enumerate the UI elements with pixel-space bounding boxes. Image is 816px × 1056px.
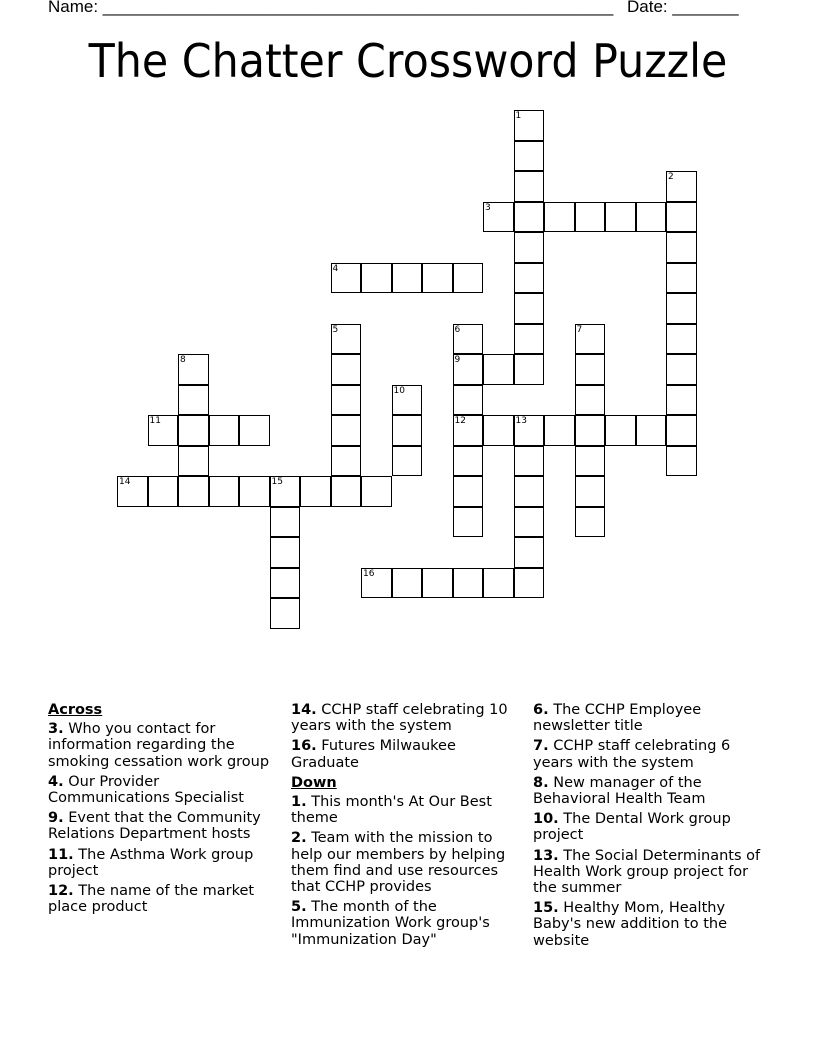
- name-field[interactable]: Name: ______________________________________________________: [48, 0, 614, 16]
- crossword-cell[interactable]: [575, 446, 606, 477]
- crossword-cell[interactable]: [270, 476, 301, 507]
- crossword-cell[interactable]: [483, 202, 514, 233]
- clue-number: 5: [332, 324, 339, 335]
- clue-number: 15: [271, 477, 283, 487]
- clue-down-5: 5. The month of the Immunization Work group's "Immunization Day": [291, 899, 490, 948]
- crossword-cell[interactable]: [514, 293, 545, 324]
- crossword-cell[interactable]: [514, 415, 545, 446]
- crossword-cell[interactable]: [331, 446, 362, 477]
- crossword-cell[interactable]: [514, 171, 545, 202]
- clue-across-16: 16. Futures Milwaukee Graduate: [291, 738, 456, 771]
- clue-number: 9: [454, 355, 461, 365]
- crossword-cell[interactable]: [514, 446, 545, 477]
- crossword-cell[interactable]: [392, 446, 423, 477]
- crossword-cell[interactable]: [514, 354, 545, 385]
- crossword-cell[interactable]: [239, 476, 270, 507]
- crossword-cell[interactable]: [331, 385, 362, 416]
- crossword-cell[interactable]: [514, 537, 545, 568]
- crossword-cell[interactable]: [331, 263, 362, 294]
- crossword-cell[interactable]: [361, 263, 392, 294]
- clue-down-10: 10. The Dental Work group project: [533, 811, 731, 844]
- clue-number: 16: [363, 568, 375, 579]
- crossword-cell[interactable]: [575, 476, 606, 507]
- crossword-cell[interactable]: [209, 476, 240, 507]
- crossword-grid: [117, 110, 717, 640]
- clue-across-3: 3. Who you contact for information regarding the smoking cessation work group: [48, 721, 270, 770]
- crossword-cell[interactable]: [483, 354, 514, 385]
- crossword-cell[interactable]: [605, 202, 636, 233]
- clue-across-9: 9. Event that the Community Relations Department hosts: [48, 810, 261, 843]
- crossword-cell[interactable]: [453, 263, 484, 294]
- crossword-cell[interactable]: [392, 385, 423, 416]
- crossword-cell[interactable]: [575, 324, 606, 355]
- crossword-cell[interactable]: [575, 415, 606, 446]
- clue-down-13: 13. The Social Determinants of Health Work group project for the summer: [533, 847, 761, 897]
- clue-down-8: 8. New manager of the Behavioral Health Team: [533, 774, 706, 808]
- clue-down-15: 15. Healthy Mom, Healthy Baby's new addition to the website: [533, 900, 728, 949]
- crossword-cell[interactable]: [331, 415, 362, 446]
- clue-number: 4: [332, 263, 339, 274]
- crossword-cell[interactable]: [178, 476, 209, 507]
- crossword-cell[interactable]: [666, 232, 697, 263]
- crossword-cell[interactable]: [514, 324, 545, 355]
- clue-across-12: 12. The name of the market place product: [48, 883, 255, 916]
- clues-column-3: [533, 702, 765, 953]
- clue-down-7: 7. CCHP staff celebrating 6 years with the system: [533, 738, 731, 771]
- down-heading: Down: [291, 774, 337, 791]
- crossword-cell[interactable]: [514, 568, 545, 599]
- crossword-cell[interactable]: [422, 568, 453, 599]
- clue-number: 1: [515, 111, 522, 121]
- crossword-cell[interactable]: [483, 415, 514, 446]
- crossword-cell[interactable]: [392, 263, 423, 294]
- crossword-cell[interactable]: [331, 354, 362, 385]
- crossword-cell[interactable]: [666, 263, 697, 294]
- crossword-cell[interactable]: [514, 110, 545, 141]
- crossword-cell[interactable]: [239, 415, 270, 446]
- crossword-cell[interactable]: [453, 507, 484, 538]
- crossword-cell[interactable]: [392, 415, 423, 446]
- clue-number: 10: [393, 385, 405, 396]
- crossword-cell[interactable]: [514, 141, 545, 172]
- clue-number: 8: [180, 355, 186, 365]
- crossword-cell[interactable]: [453, 354, 484, 385]
- crossword-cell[interactable]: [453, 568, 484, 599]
- crossword-cell[interactable]: [575, 202, 606, 233]
- clue-down-6: 6. The CCHP Employee newsletter title: [533, 702, 702, 735]
- clue-down-2: 2. Team with the mission to help our members by helping them find and use resources that CCHP provides: [291, 830, 506, 896]
- crossword-cell[interactable]: [483, 568, 514, 599]
- crossword-cell[interactable]: [270, 568, 301, 599]
- crossword-cell[interactable]: [666, 385, 697, 416]
- crossword-cell[interactable]: [270, 598, 301, 629]
- date-field[interactable]: Date: _______: [627, 0, 739, 16]
- clue-number: 11: [149, 416, 161, 426]
- crossword-cell[interactable]: [636, 202, 667, 233]
- crossword-cell[interactable]: [209, 415, 240, 446]
- crossword-cell[interactable]: [575, 385, 606, 416]
- crossword-cell[interactable]: [178, 385, 209, 416]
- crossword-cell[interactable]: [666, 415, 697, 446]
- clue-down-1: 1. This month's At Our Best theme: [291, 794, 492, 827]
- clue-across-14: 14. CCHP staff celebrating 10 years with the system: [291, 702, 508, 735]
- crossword-cell[interactable]: [575, 354, 606, 385]
- crossword-cell[interactable]: [544, 415, 575, 446]
- crossword-cell[interactable]: [666, 324, 697, 355]
- crossword-cell[interactable]: [361, 568, 392, 599]
- crossword-cell[interactable]: [270, 507, 301, 538]
- crossword-cell[interactable]: [117, 476, 148, 507]
- crossword-cell[interactable]: [666, 354, 697, 385]
- crossword-cell[interactable]: [514, 263, 545, 294]
- clue-across-4: 4. Our Provider Communications Specialist: [48, 773, 244, 807]
- crossword-cell[interactable]: [453, 324, 484, 355]
- crossword-cell[interactable]: [514, 476, 545, 507]
- crossword-cell[interactable]: [605, 415, 636, 446]
- crossword-cell[interactable]: [148, 415, 179, 446]
- clue-number: 14: [119, 477, 131, 487]
- clue-number: 13: [515, 416, 527, 426]
- crossword-cell[interactable]: [331, 324, 362, 355]
- clue-number: 2: [668, 172, 674, 182]
- clues-column-1: [48, 702, 280, 919]
- crossword-cell[interactable]: [453, 415, 484, 446]
- crossword-cell[interactable]: [666, 202, 697, 233]
- crossword-cell[interactable]: [453, 446, 484, 477]
- crossword-cell[interactable]: [331, 476, 362, 507]
- crossword-cell[interactable]: [514, 507, 545, 538]
- clues-column-2: [291, 702, 523, 952]
- clue-number: 7: [576, 324, 583, 335]
- crossword-cell[interactable]: [178, 446, 209, 477]
- crossword-cell[interactable]: [361, 476, 392, 507]
- crossword-cell[interactable]: [666, 446, 697, 477]
- crossword-cell[interactable]: [544, 202, 575, 233]
- crossword-cell[interactable]: [453, 385, 484, 416]
- crossword-cell[interactable]: [270, 537, 301, 568]
- clue-number: 12: [454, 416, 466, 426]
- crossword-cell[interactable]: [453, 476, 484, 507]
- crossword-cell[interactable]: [514, 232, 545, 263]
- clue-number: 3: [485, 202, 491, 213]
- clue-across-11: 11. The Asthma Work group project: [48, 846, 254, 879]
- crossword-cell[interactable]: [178, 415, 209, 446]
- crossword-cell[interactable]: [575, 507, 606, 538]
- header: [48, 0, 748, 17]
- crossword-cell[interactable]: [300, 476, 331, 507]
- crossword-cell[interactable]: [514, 202, 545, 233]
- page-title: The Chatter Crossword Puzzle: [88, 34, 728, 88]
- crossword-cell[interactable]: [636, 415, 667, 446]
- clue-number: 6: [454, 324, 461, 335]
- across-heading: Across: [48, 702, 103, 718]
- crossword-cell[interactable]: [666, 293, 697, 324]
- crossword-cell[interactable]: [666, 171, 697, 202]
- crossword-cell[interactable]: [178, 354, 209, 385]
- crossword-cell[interactable]: [392, 568, 423, 599]
- crossword-cell[interactable]: [148, 476, 179, 507]
- crossword-cell[interactable]: [422, 263, 453, 294]
